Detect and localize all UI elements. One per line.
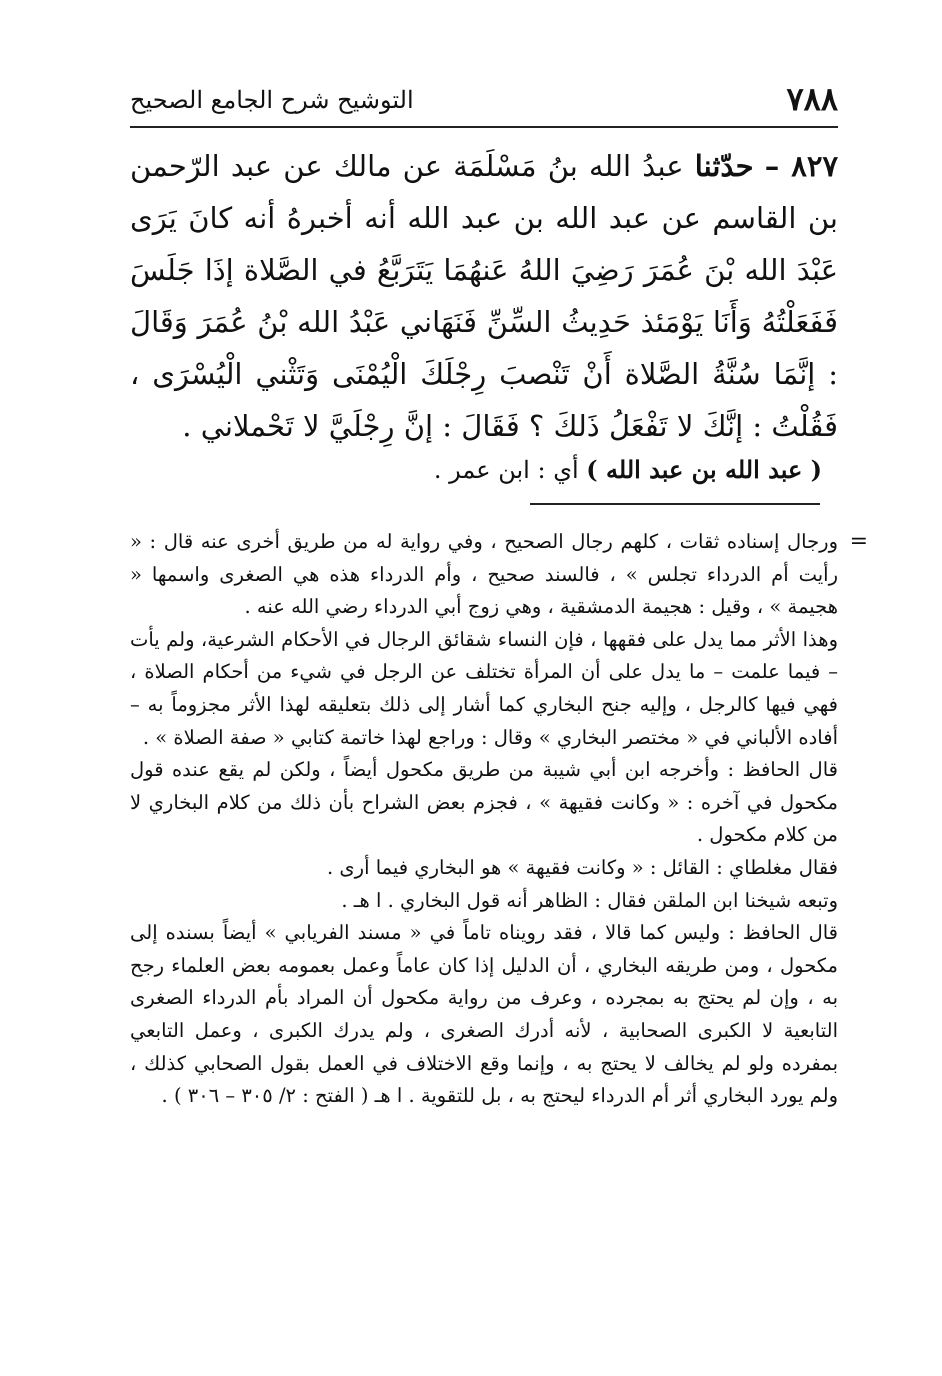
gloss-term: ( عبد الله بن عبد الله ): [586, 455, 822, 484]
footnote-paragraph: قال الحافظ : وليس كما قالا ، فقد رويناه تاماً في « مسند الفريابي » أيضاً بسنده إلى مكحول ، ومن طريقه البخاري ، أن الدليل إذا كان عاماً وعمل بعمومه بعض العلماء رجح به ، وإن لم يحتج به بمجرده ، وعرف من رواية مكحول أن المراد بأم الدرداء الصغرى التابعية لا الكبرى الصحابية ، لأنه أدرك الصغرى ، ولم يدرك الكبرى ، وعمل التابعي بمفرده ولو لم يخالف لا يحتج به ، وإنما وقع الاختلاف في العمل بقول الصحابي كذلك ، ولم يورد البخاري أثر أم الدرداء ليحتج به ، بل للتقوية . ا هـ ( الفتح : ٢/ ٣٠٥ – ٣٠٦ ) .: [130, 921, 838, 1108]
hadith-paragraph: [130, 140, 838, 452]
footnote-paragraph: قال الحافظ : وأخرجه ابن أبي شيبة من طريق مكحول أيضاً ، ولكن لم يقع عنده قول مكحول في آخره : « وكانت فقيهة » ، فجزم بعض الشراح بأن ذلك من كلام البخاري لا من كلام مكحول .: [130, 758, 838, 847]
commentary-gloss: [122, 450, 822, 490]
gloss-explanation: أي : ابن عمر .: [433, 456, 579, 484]
footnote-divider: [530, 503, 820, 505]
footnotes: [130, 526, 868, 1113]
page-header: [130, 78, 838, 128]
running-title: التوشيح شرح الجامع الصحيح: [130, 86, 414, 114]
page-number: ٧٨٨: [786, 80, 838, 118]
hadith-text: [130, 140, 838, 452]
hadith-number: ٨٢٧ –: [764, 149, 839, 183]
footnote-paragraph: ورجال إسناده ثقات ، كلهم رجال الصحيح ، وفي رواية له من طريق أخرى عنه قال : « رأيت أم الدرداء تجلس » ، فالسند صحيح ، وأم الدرداء هذه هي الصغرى واسمها « هجيمة » ، وقيل : هجيمة الدمشقية ، وهي زوج أبي الدرداء رضي الله عنه .: [130, 530, 838, 619]
footnote-paragraph: وتبعه شيخنا ابن الملقن فقال : الظاهر أنه قول البخاري . ا هـ .: [341, 888, 838, 912]
hadith-lead-word: حدّثنا: [694, 149, 754, 183]
footnote-continuation-mark: =: [849, 529, 868, 554]
footnote-paragraph: وهذا الأثر مما يدل على فقهها ، فإن النساء شقائق الرجال في الأحكام الشرعية، ولم يأت – فيما علمت – ما يدل على أن المرأة تختلف عن الرجل في شيء من أحكام الصلاة ، فهي فيها كالرجل ، وإليه جنح البخاري كما أشار إلى ذلك بتعليقه لهذا الأثر مجزوماً به – أفاده الألباني في « مختصر البخاري » وقال : وراجع لهذا خاتمة كتابي « صفة الصلاة » .: [130, 627, 838, 749]
hadith-body: عبدُ الله بنُ مَسْلَمَة عن مالك عن عبد الرّحمن بن القاسم عن عبد الله بن عبد الله أنه أخبرهُ أنه كانَ يَرَى عَبْدَ الله بْنَ عُمَرَ رَضِيَ اللهُ عَنهُمَا يَتَرَبَّعُ في الصَّلاة إذَا جَلَسَ فَفَعَلْتُهُ وَأَنَا يَوْمَئذ حَدِيثُ السِّنِّ فَنَهَاني عَبْدُ الله بْنُ عُمَرَ وَقَالَ : إنَّمَا سُنَّةُ الصَّلاة أَنْ تَنْصبَ رِجْلَكَ الْيُمْنَى وَتَثْني الْيُسْرَى ، فَقُلْتُ : إنَّكَ لا تَفْعَلُ ذَلكَ ؟ فَقَالَ : إنَّ رِجْلَيَّ لا تَحْملاني .: [130, 149, 838, 443]
footnote-paragraph: فقال مغلطاي : القائل : « وكانت فقيهة » هو البخاري فيما أرى .: [327, 855, 838, 879]
